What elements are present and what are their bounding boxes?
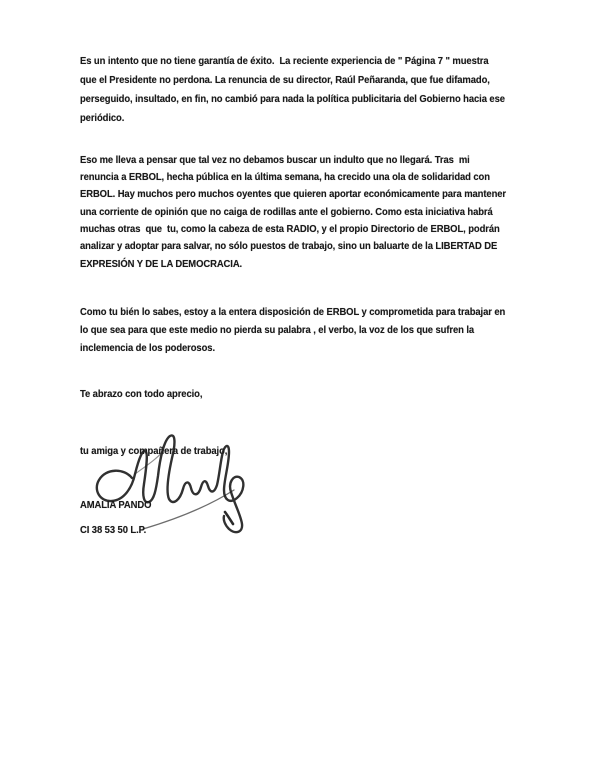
signoff-line: tu amiga y compañera de trabajo, <box>80 445 228 457</box>
text-line: muchas otras que tu, como la cabeza de esta RADIO, y el propio Directorio de ERBOL, podrán <box>80 223 500 235</box>
text-line: perseguido, insultado, en fin, no cambió para nada la política publicitaria del Gobierno hacia ese <box>80 93 505 105</box>
text-line: EXPRESIÓN Y DE LA DEMOCRACIA. <box>80 258 243 270</box>
text-line: periódico. <box>80 112 125 124</box>
text-line: ERBOL. Hay muchos pero muchos oyentes que quieren aportar económicamente para mantener <box>80 188 507 200</box>
text-line: Es un intento que no tiene garantía de éxito. La reciente experiencia de " Página 7 " muestra <box>80 55 489 67</box>
signer-id: CI 38 53 50 L.P. <box>80 524 147 536</box>
text-line: una corriente de opinión que no caiga de rodillas ante el gobierno. Como esta iniciativa habrá <box>80 206 493 218</box>
text-line: Eso me lleva a pensar que tal vez no debamos buscar un indulto que no llegará. Tras mi <box>80 154 470 166</box>
text-line: inclemencia de los poderosos. <box>80 342 215 354</box>
signer-name: AMALIA PANDO <box>80 499 152 511</box>
closing-line: Te abrazo con todo aprecio, <box>80 388 203 400</box>
text-line: analizar y adoptar para salvar, no sólo puestos de trabajo, sino un baluarte de la LIBERTAD DE <box>80 240 498 252</box>
text-line: renuncia a ERBOL, hecha pública en la última semana, ha crecido una ola de solidaridad con <box>80 171 490 183</box>
text-line: lo que sea para que este medio no pierda su palabra , el verbo, la voz de los que sufren la <box>80 324 475 336</box>
text-line: Como tu bién lo sabes, estoy a la entera disposición de ERBOL y comprometida para trabajar en <box>80 306 506 318</box>
text-line: que el Presidente no perdona. La renuncia de su director, Raúl Peñaranda, que fue difamado, <box>80 74 490 86</box>
